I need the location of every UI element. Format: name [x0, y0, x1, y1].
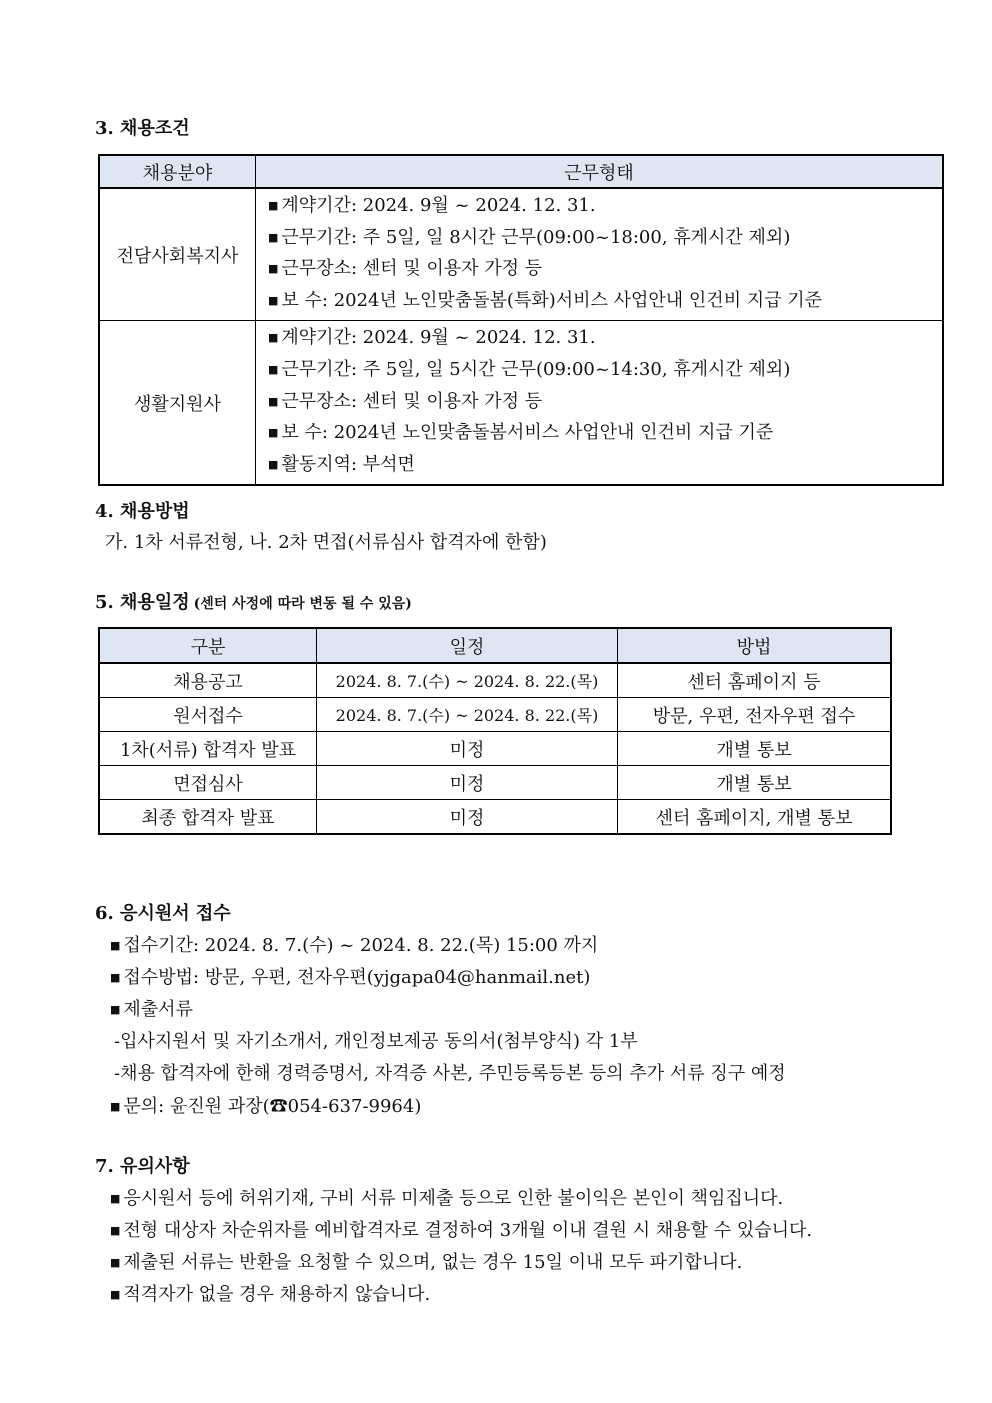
employment-conditions-table	[98, 154, 944, 486]
table-row	[99, 732, 891, 766]
notice-item: ■ 제출된 서류는 반환을 요청할 수 있으며, 없는 경우 15일 이내 모두 파기합니다.	[110, 1251, 742, 1277]
row-details	[256, 188, 944, 321]
cell-method: 개별 통보	[618, 732, 892, 766]
detail-item: ■ 보 수: 2024년 노인맞춤돌봄(특화)서비스 사업안내 인건비 지급 기준	[268, 286, 942, 318]
table-row	[99, 663, 891, 698]
section-5-heading	[95, 591, 412, 616]
row-field: 전담사회복지사	[99, 188, 256, 321]
cell-schedule: 2024. 8. 7.(수) ~ 2024. 8. 22.(목)	[317, 698, 618, 732]
required-documents-label: ■ 제출서류	[110, 998, 193, 1024]
header-method: 방법	[618, 628, 892, 663]
header-work-type: 근무형태	[256, 155, 944, 188]
cell-schedule: 미정	[317, 800, 618, 835]
contact-info: ■ 문의: 윤진원 과장(☎054-637-9964)	[110, 1095, 421, 1121]
detail-item: ■ 계약기간: 2024. 9월 ~ 2024. 12. 31.	[268, 323, 942, 355]
section-5-title: 5. 채용일정	[95, 592, 190, 613]
table-header-row	[99, 155, 943, 188]
row-details	[256, 321, 944, 485]
cell-schedule: 미정	[317, 732, 618, 766]
hiring-schedule-table	[98, 627, 892, 835]
cell-category: 원서접수	[99, 698, 317, 732]
cell-category: 최종 합격자 발표	[99, 800, 317, 835]
detail-item: ■ 근무장소: 센터 및 이용자 가정 등	[268, 254, 942, 286]
detail-item: ■ 보 수: 2024년 노인맞춤돌봄서비스 사업안내 인건비 지급 기준	[268, 418, 942, 450]
detail-item: ■ 근무기간: 주 5일, 일 8시간 근무(09:00~18:00, 휴게시간 제외)	[268, 223, 942, 255]
notice-item: ■ 응시원서 등에 허위기재, 구비 서류 미제출 등으로 인한 불이익은 본인이 책임집니다.	[110, 1187, 783, 1213]
application-method: ■ 접수방법: 방문, 우편, 전자우편(yjgapa04@hanmail.net)	[110, 966, 590, 992]
cell-schedule: 2024. 8. 7.(수) ~ 2024. 8. 22.(목)	[317, 663, 618, 698]
cell-method: 센터 홈페이지 등	[618, 663, 892, 698]
table-header-row	[99, 628, 891, 663]
table-row	[99, 188, 943, 321]
detail-item: ■ 근무기간: 주 5일, 일 5시간 근무(09:00~14:30, 휴게시간 제외)	[268, 355, 942, 387]
cell-method: 센터 홈페이지, 개별 통보	[618, 800, 892, 835]
section-7-heading: 7. 유의사항	[95, 1156, 190, 1177]
hiring-method-text: 가. 1차 서류전형, 나. 2차 면접(서류심사 합격자에 한함)	[105, 532, 547, 553]
notice-item: ■ 전형 대상자 차순위자를 예비합격자로 결정하여 3개월 이내 결원 시 채용할 수 있습니다.	[110, 1219, 812, 1245]
cell-method: 개별 통보	[618, 766, 892, 800]
detail-item: ■ 활동지역: 부석면	[268, 450, 942, 482]
table-row	[99, 698, 891, 732]
row-field: 생활지원사	[99, 321, 256, 485]
cell-category: 면접심사	[99, 766, 317, 800]
cell-schedule: 미정	[317, 766, 618, 800]
table-row	[99, 766, 891, 800]
detail-item: ■ 계약기간: 2024. 9월 ~ 2024. 12. 31.	[268, 191, 942, 223]
cell-method: 방문, 우편, 전자우편 접수	[618, 698, 892, 732]
application-period: ■ 접수기간: 2024. 8. 7.(수) ~ 2024. 8. 22.(목) 15:00 까지	[110, 934, 598, 960]
header-schedule: 일정	[317, 628, 618, 663]
section-3-heading: 3. 채용조건	[95, 118, 190, 139]
table-row	[99, 321, 943, 485]
required-document-item: -입사지원서 및 자기소개서, 개인정보제공 동의서(첨부양식) 각 1부	[114, 1031, 638, 1052]
section-6-heading: 6. 응시원서 접수	[95, 903, 231, 924]
cell-category: 채용공고	[99, 663, 317, 698]
cell-category: 1차(서류) 합격자 발표	[99, 732, 317, 766]
header-field: 채용분야	[99, 155, 256, 188]
schedule-note: (센터 사정에 따라 변동 될 수 있음)	[193, 596, 412, 612]
required-document-item: -채용 합격자에 한해 경력증명서, 자격증 사본, 주민등록등본 등의 추가 서류 징구 예정	[114, 1063, 786, 1084]
notice-item: ■ 적격자가 없을 경우 채용하지 않습니다.	[110, 1283, 430, 1309]
section-4-heading: 4. 채용방법	[95, 501, 190, 522]
header-category: 구분	[99, 628, 317, 663]
table-row	[99, 800, 891, 835]
detail-item: ■ 근무장소: 센터 및 이용자 가정 등	[268, 387, 942, 419]
